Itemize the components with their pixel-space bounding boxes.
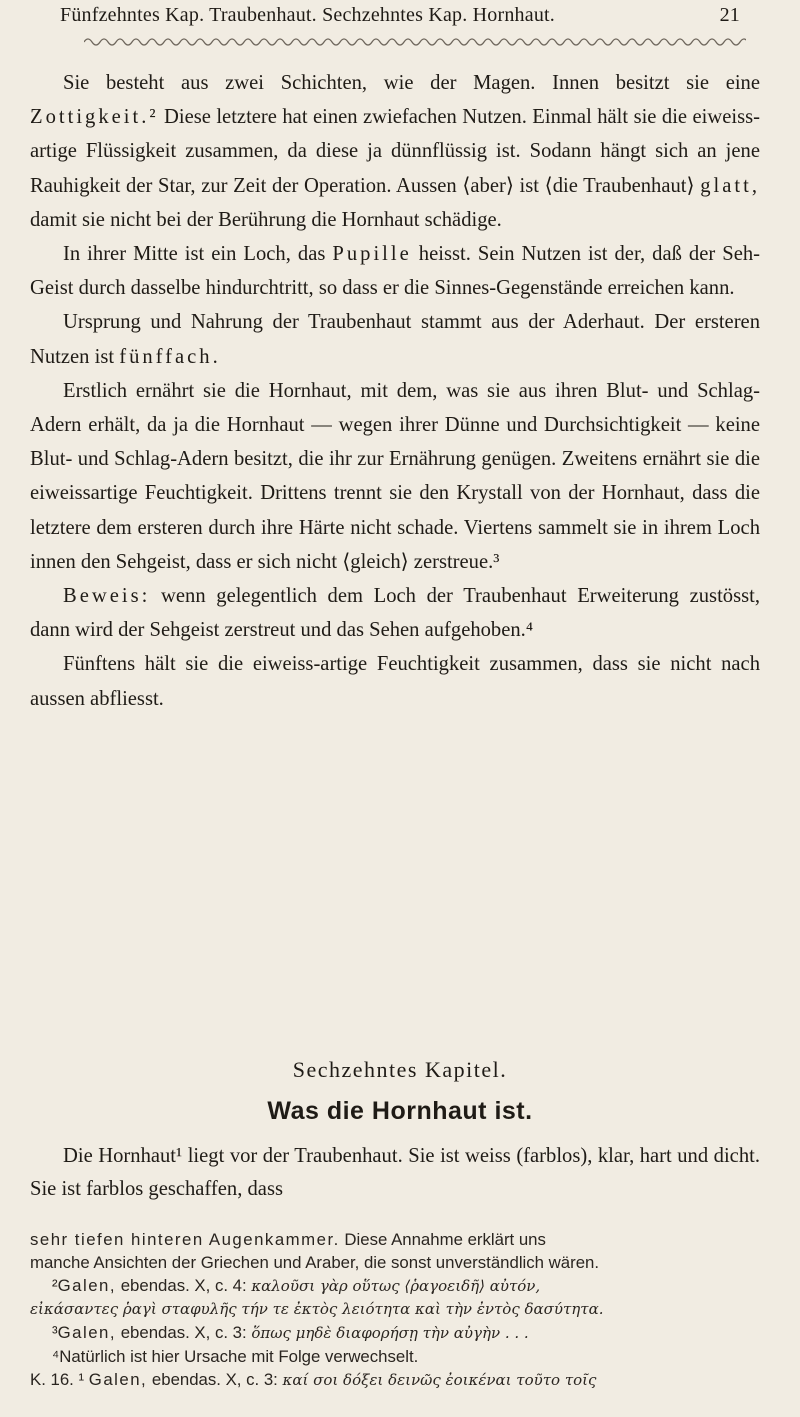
footnote-k16: K. 16. ¹ Galen, ebendas. X, c. 3: καί σοι δόξει δεινῶς ἐοικέναι τοῦτο τοῖς (30, 1370, 597, 1389)
paragraph: In ihrer Mitte ist ein Loch, das Pupille heisst. Sein Nutzen ist der, daß der Seh-Geist durch dasselbe hindurchtritt, so dass er die Sinnes-Gegenstände erreichen kann. (30, 243, 761, 300)
running-head-text: Fünfzehntes Kap. Traubenhaut. Sechzehntes Kap. Hornhaut. (60, 4, 555, 26)
emphasis: Beweis: (63, 585, 151, 608)
footnote-line: manche Ansichten der Griechen und Araber, die sonst unverständlich wären. (30, 1253, 600, 1272)
running-head (60, 4, 740, 27)
paragraph: Sie besteht aus zwei Schichten, wie der Magen. Innen besitzt sie eine Zottigkeit.² Diese letztere hat einen zwiefachen Nutzen. Einmal hält sie die eiweiss-artige Flüssigkeit zusammen, da diese ja dünnflüssig ist. Sodann hängt sich an jene Rauhigkeit der Star, zur Zeit der Operation. Aussen ⟨aber⟩ ist ⟨die Traubenhaut⟩ glatt, damit sie nicht bei der Berührung die Hornhaut schädige. (30, 72, 760, 231)
chapter-title: Was die Hornhaut ist. (267, 1097, 533, 1125)
emphasis: glatt, (700, 174, 760, 197)
footnote-line: sehr tiefen hinteren Augenkammer. Diese Annahme erklärt uns (30, 1230, 546, 1249)
paragraph: Ursprung und Nahrung der Traubenhaut stammt aus der Aderhaut. Der ersteren Nutzen ist fünffach. (30, 311, 760, 368)
decorative-wavy-rule (84, 34, 746, 50)
footnotes (30, 1228, 760, 1392)
footnote-3: ³Galen, ebendas. X, c. 3: ὅπως μηδὲ διαφορήσῃ τὴν αὐγὴν . . . (52, 1323, 529, 1342)
footnote-2: ²Galen, ebendas. X, c. 4: καλοῦσι γὰρ οὕτως ⟨ῥαγοειδῆ⟩ αὐτόν, (52, 1276, 541, 1295)
footnote-line: εἰκάσαντες ῥαγὶ σταφυλῆς τήν τε ἐκτὸς λειότητα καὶ τὴν ἐντὸς δασύτητα. (30, 1300, 604, 1318)
emphasis: fünffach. (119, 345, 221, 368)
footnote-4: ⁴Natürlich ist hier Ursache mit Folge verwechselt. (52, 1347, 419, 1366)
paragraph: Beweis: wenn gelegentlich dem Loch der Traubenhaut Erweiterung zustösst, dann wird der Sehgeist zerstreut und das Sehen aufgehoben.⁴ (30, 585, 760, 642)
chapter-16-text (30, 1140, 760, 1206)
paragraph: Erstlich ernährt sie die Hornhaut, mit dem, was sie aus ihren Blut- und Schlag-Adern erhält, da ja die Hornhaut — wegen ihrer Dünne und Durchsichtigkeit — keine Blut- und Schlag-Adern besitzt, die ihr zur Ernährung genügen. Zweitens ernährt sie die eiweissartige Feuchtigkeit. Drittens trennt sie den Krystall von der Hornhaut, dass die letztere dem ersteren durch ihre Härte nicht schade. Viertens sammelt sie in ihrem Loch innen den Sehgeist, dass er sich nicht ⟨gleich⟩ zerstreue.³ (30, 379, 760, 573)
page-number: 21 (719, 4, 740, 26)
paragraph: Die Hornhaut¹ liegt vor der Traubenhaut. Sie ist weiss (farblos), klar, hart und dicht. Sie ist farblos geschaffen, dass (30, 1145, 760, 1200)
emphasis: Zottigkeit.² (30, 106, 159, 129)
chapter-15-text (30, 66, 760, 716)
emphasis: Pupille (332, 243, 412, 266)
chapter-heading: Sechzehntes Kapitel. (292, 1057, 508, 1082)
paragraph: Fünftens hält sie die eiweiss-artige Feuchtigkeit zusammen, dass sie nicht nach aussen abfliesst. (30, 653, 760, 710)
